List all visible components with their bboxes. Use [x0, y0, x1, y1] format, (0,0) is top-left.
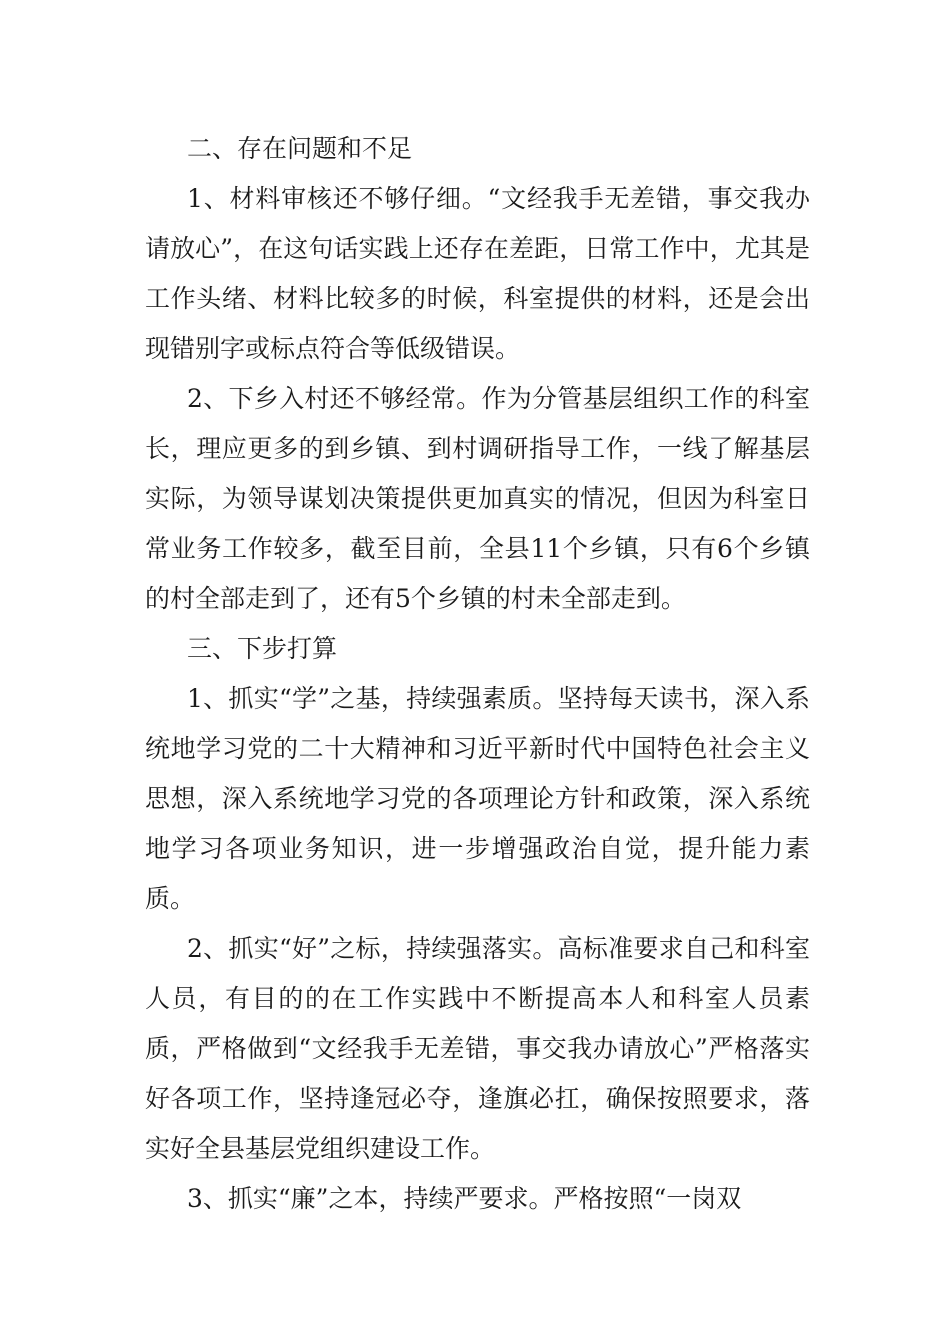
paragraph-problem-1: 1、材料审核还不够仔细。“文经我手无差错，事交我办请放心”，在这句话实践上还存在差距，日常工作中，尤其是工作头绪、材料比较多的时候，科室提供的材料，还是会出现错别字或标点符合等低级错误。 [145, 184, 810, 363]
paragraph-plan-3: 3、抓实“廉”之本，持续严要求。严格按照“一岗双 [187, 1184, 742, 1213]
paragraph-problem-2: 2、下乡入村还不够经常。作为分管基层组织工作的科室长，理应更多的到乡镇、到村调研指导工作，一线了解基层实际，为领导谋划决策提供更加真实的情况，但因为科室日常业务工作较多，截至目前，全县11个乡镇，只有6个乡镇的村全部走到了，还有5个乡镇的村未全部走到。 [145, 384, 810, 613]
section-heading-next-steps: 三、下步打算 [187, 634, 338, 663]
paragraph-plan-2: 2、抓实“好”之标，持续强落实。高标准要求自己和科室人员，有目的的在工作实践中不断提高本人和科室人员素质，严格做到“文经我手无差错，事交我办请放心”严格落实好各项工作，坚持逢冠必夺，逢旗必扛，确保按照要求，落实好全县基层党组织建设工作。 [145, 934, 810, 1163]
section-heading-problems: 二、存在问题和不足 [187, 134, 413, 163]
document-body [145, 124, 810, 1224]
paragraph-plan-1: 1、抓实“学”之基，持续强素质。坚持每天读书，深入系统地学习党的二十大精神和习近平新时代中国特色社会主义思想，深入系统地学习党的各项理论方针和政策，深入系统地学习各项业务知识，进一步增强政治自觉，提升能力素质。 [145, 684, 810, 913]
